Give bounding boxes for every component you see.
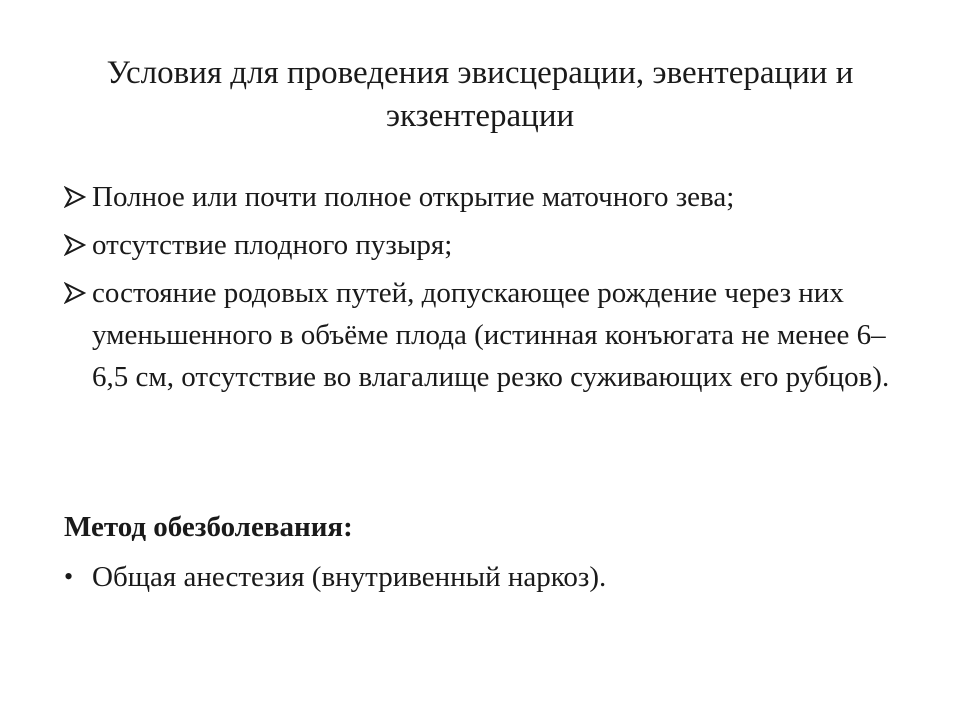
list-item-text: отсутствие плодного пузыря; <box>92 229 453 261</box>
slide-title: Условия для проведения эвисцерации, эвентерации и экзентерации <box>106 55 854 134</box>
arrow-bullet-icon <box>64 176 88 218</box>
list-item <box>64 556 904 598</box>
list-item <box>64 224 904 266</box>
list-item-text: Общая анестезия (внутривенный наркоз). <box>92 561 607 593</box>
list-item-text: Полное или почти полное открытие маточного зева; <box>92 181 735 213</box>
list-item-text: состояние родовых путей, допускающее рождение через них уменьшенного в объёме плода (истинная конъюгата не менее 6–6,5 см, отсутствие во влагалище резко суживающих его рубцов). <box>92 277 890 393</box>
list-item <box>64 176 904 218</box>
round-bullet-icon: • <box>64 562 74 591</box>
method-heading: Метод обезболевания: <box>64 511 353 543</box>
arrow-bullet-icon <box>64 272 88 314</box>
anesthesia-list <box>64 556 904 598</box>
list-item <box>64 272 904 398</box>
conditions-list <box>64 176 904 404</box>
arrow-bullet-icon <box>64 224 88 266</box>
